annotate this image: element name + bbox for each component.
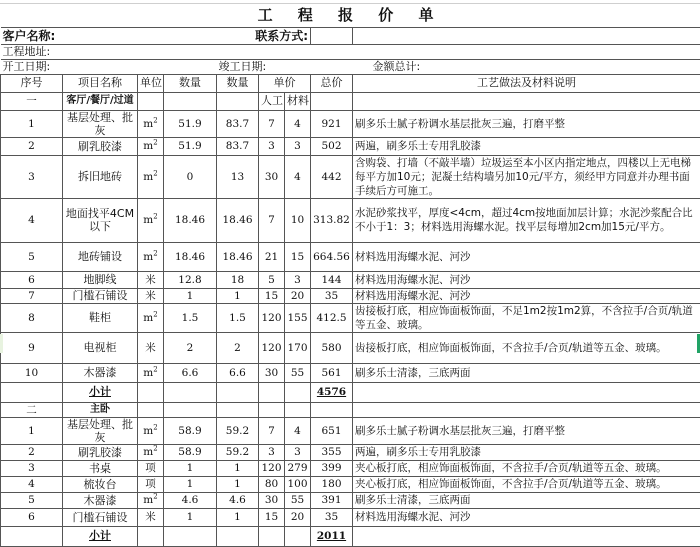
qty1-cell[interactable]: 1 xyxy=(164,476,217,492)
section-row xyxy=(1,402,700,417)
empty-cell[interactable] xyxy=(217,92,259,110)
item-name-cell[interactable]: 鞋柜 xyxy=(63,303,138,332)
labor-price-cell[interactable]: 15 xyxy=(259,288,285,303)
description-cell[interactable]: 刷多乐士腻子粉调水基层批灰三遍，打磨平整 xyxy=(353,417,700,444)
qty1-cell[interactable]: 4.6 xyxy=(164,492,217,508)
material-price-cell[interactable]: 279 xyxy=(285,460,311,476)
total-price-cell[interactable]: 35 xyxy=(311,508,353,526)
material-price-cell[interactable]: 15 xyxy=(285,242,311,271)
empty-cell[interactable] xyxy=(138,526,164,546)
qty1-cell[interactable]: 18.46 xyxy=(164,198,217,242)
end-date-label[interactable]: 竣工日期: xyxy=(217,59,353,74)
header-name: 项目名称 xyxy=(63,74,138,92)
subtotal-label[interactable]: 小计 xyxy=(63,526,138,546)
labor-price-cell[interactable]: 30 xyxy=(259,363,285,382)
material-price-cell[interactable]: 55 xyxy=(285,363,311,382)
empty-cell[interactable] xyxy=(259,402,285,417)
labor-price-cell[interactable]: 120 xyxy=(259,460,285,476)
subtotal-value[interactable]: 4576 xyxy=(311,382,353,402)
labor-price-cell[interactable]: 7 xyxy=(259,417,285,444)
unit-superscript: 2 xyxy=(153,116,157,124)
seq-cell[interactable]: 3 xyxy=(1,460,63,476)
table-row xyxy=(1,417,700,444)
item-name-cell[interactable]: 刷乳胶漆 xyxy=(63,137,138,155)
labor-price-cell[interactable]: 7 xyxy=(259,198,285,242)
table-row xyxy=(1,332,700,363)
unit-cell[interactable] xyxy=(138,476,164,492)
unit-text: m xyxy=(143,140,153,152)
total-amount-label[interactable]: 金额总计: xyxy=(353,59,700,74)
address-label[interactable]: 工程地址: xyxy=(1,44,700,59)
empty-cell[interactable] xyxy=(217,402,259,417)
description-cell[interactable]: 齿接板打底，相应饰面板饰面，不含拉手/合页/轨道等五金、玻璃。 xyxy=(353,332,700,363)
item-name-cell[interactable]: 地面找平4CM以下 xyxy=(63,198,138,242)
total-price-cell[interactable]: 502 xyxy=(311,137,353,155)
empty-cell[interactable] xyxy=(1,526,63,546)
description-cell[interactable]: 夹心板打底，相应饰面板饰面，不含拉手/合页/轨道等五金、玻璃。 xyxy=(353,476,700,492)
unit-cell[interactable] xyxy=(138,288,164,303)
unit-cell[interactable] xyxy=(138,363,164,382)
unit-cell[interactable] xyxy=(138,492,164,508)
unit-text: 米 xyxy=(145,274,156,286)
qty1-cell[interactable]: 0 xyxy=(164,155,217,198)
labor-price-cell[interactable]: 80 xyxy=(259,476,285,492)
qty2-cell[interactable]: 4.6 xyxy=(217,492,259,508)
subtotal-value[interactable]: 2011 xyxy=(311,526,353,546)
material-price-cell[interactable]: 3 xyxy=(285,444,311,460)
empty-cell[interactable] xyxy=(285,382,311,402)
unit-cell[interactable] xyxy=(138,460,164,476)
unit-text: 米 xyxy=(145,290,156,302)
unit-text: 项 xyxy=(145,462,156,474)
table-row xyxy=(1,303,700,332)
item-name-cell[interactable]: 木器漆 xyxy=(63,363,138,382)
item-name-cell[interactable]: 电视柜 xyxy=(63,332,138,363)
empty-cell[interactable] xyxy=(285,526,311,546)
unit-text: m xyxy=(143,446,153,458)
unit-superscript: 2 xyxy=(153,249,157,257)
labor-price-cell[interactable]: 3 xyxy=(259,444,285,460)
qty2-cell[interactable]: 83.7 xyxy=(217,110,259,137)
unit-cell[interactable] xyxy=(138,110,164,137)
description-cell[interactable]: 齿接板打底，相应饰面板饰面，不足1m2按1m2算，不含拉手/合页/轨道等五金、玻璃。 xyxy=(353,303,700,332)
header-material[interactable]: 材料 xyxy=(285,92,311,110)
qty2-cell[interactable]: 1.5 xyxy=(217,303,259,332)
empty-cell[interactable] xyxy=(311,92,353,110)
total-price-cell[interactable]: 651 xyxy=(311,417,353,444)
unit-cell[interactable] xyxy=(138,508,164,526)
table-row xyxy=(1,288,700,303)
empty-cell[interactable] xyxy=(285,402,311,417)
empty-cell[interactable] xyxy=(138,382,164,402)
total-price-cell[interactable]: 561 xyxy=(311,363,353,382)
empty-cell[interactable] xyxy=(353,526,700,546)
description-cell[interactable]: 夹心板打底，相应饰面板饰面，不含拉手/合页/轨道等五金、玻璃。 xyxy=(353,460,700,476)
unit-superscript: 2 xyxy=(153,423,157,431)
empty-cell[interactable] xyxy=(217,382,259,402)
qty2-cell[interactable]: 18.46 xyxy=(217,198,259,242)
labor-price-cell[interactable]: 120 xyxy=(259,332,285,363)
qty1-cell[interactable]: 18.46 xyxy=(164,242,217,271)
table-row xyxy=(1,508,700,526)
qty1-cell[interactable]: 12.8 xyxy=(164,271,217,288)
qty2-cell[interactable]: 18 xyxy=(217,271,259,288)
table-row xyxy=(1,476,700,492)
seq-cell[interactable]: 4 xyxy=(1,476,63,492)
qty1-cell[interactable]: 58.9 xyxy=(164,444,217,460)
material-price-cell[interactable]: 4 xyxy=(285,110,311,137)
section-seq[interactable]: 二 xyxy=(1,402,63,417)
unit-text: m xyxy=(143,312,153,324)
qty2-cell[interactable]: 18.46 xyxy=(217,242,259,271)
unit-text: m xyxy=(143,251,153,263)
item-name-cell[interactable]: 书桌 xyxy=(63,460,138,476)
table-row xyxy=(1,137,700,155)
table-row xyxy=(1,198,700,242)
unit-cell[interactable] xyxy=(138,198,164,242)
seq-cell[interactable]: 6 xyxy=(1,508,63,526)
material-price-cell[interactable]: 10 xyxy=(285,198,311,242)
empty-cell[interactable] xyxy=(353,382,700,402)
subtotal-label[interactable]: 小计 xyxy=(63,382,138,402)
qty2-cell[interactable]: 59.2 xyxy=(217,444,259,460)
header-qty2: 数量 xyxy=(217,74,259,92)
total-price-cell[interactable]: 313.82 xyxy=(311,198,353,242)
labor-price-cell[interactable]: 7 xyxy=(259,110,285,137)
unit-text: m xyxy=(143,425,153,437)
seq-cell[interactable]: 1 xyxy=(1,417,63,444)
material-price-cell[interactable]: 55 xyxy=(285,492,311,508)
unit-superscript: 2 xyxy=(153,213,157,221)
qty2-cell[interactable]: 13 xyxy=(217,155,259,198)
empty-cell[interactable] xyxy=(164,526,217,546)
table-row xyxy=(1,492,700,508)
header-labor[interactable]: 人工 xyxy=(259,92,285,110)
seq-cell[interactable]: 7 xyxy=(1,288,63,303)
unit-superscript: 2 xyxy=(153,139,157,147)
total-price-cell[interactable]: 35 xyxy=(311,288,353,303)
contact-extra-cell[interactable] xyxy=(353,27,700,44)
description-cell[interactable]: 两遍，刷多乐士专用乳胶漆 xyxy=(353,137,700,155)
qty2-cell[interactable]: 1 xyxy=(217,476,259,492)
total-price-cell[interactable]: 442 xyxy=(311,155,353,198)
description-cell[interactable]: 材料选用海螺水泥、河沙 xyxy=(353,271,700,288)
qty2-cell[interactable]: 2 xyxy=(217,332,259,363)
section-seq[interactable]: 一 xyxy=(1,92,63,110)
item-name-cell[interactable]: 地砖铺设 xyxy=(63,242,138,271)
unit-text: 项 xyxy=(145,478,156,490)
unit-superscript: 2 xyxy=(153,493,157,501)
unit-cell[interactable] xyxy=(138,303,164,332)
unit-text: 米 xyxy=(145,342,156,354)
seq-cell[interactable]: 5 xyxy=(1,242,63,271)
material-price-cell[interactable]: 100 xyxy=(285,476,311,492)
subtotal-row xyxy=(1,382,700,402)
total-price-cell[interactable]: 580 xyxy=(311,332,353,363)
unit-superscript: 2 xyxy=(153,445,157,453)
unit-superscript: 2 xyxy=(153,365,157,373)
qty1-cell[interactable]: 1 xyxy=(164,288,217,303)
material-price-cell[interactable]: 4 xyxy=(285,417,311,444)
seq-cell[interactable]: 3 xyxy=(1,155,63,198)
total-price-cell[interactable]: 144 xyxy=(311,271,353,288)
header-qty1: 数量 xyxy=(164,74,217,92)
qty1-cell[interactable]: 1 xyxy=(164,460,217,476)
empty-cell[interactable] xyxy=(138,402,164,417)
empty-cell[interactable] xyxy=(311,402,353,417)
subtotal-row xyxy=(1,526,700,546)
description-cell[interactable]: 材料选用海螺水泥、河沙 xyxy=(353,288,700,303)
description-cell[interactable]: 含购袋、打墙（不敲半墙）垃圾运至本小区内指定地点，四楼以上无电梯每平方加10元；泥凝土结构墙另加10元/平方，须经甲方同意并办理书面手续后方可施工。 xyxy=(353,155,700,198)
section-name[interactable]: 主卧 xyxy=(63,402,138,417)
section-name[interactable]: 客厅/餐厅/过道 xyxy=(63,92,138,110)
seq-cell[interactable]: 8 xyxy=(1,303,63,332)
labor-price-cell[interactable]: 120 xyxy=(259,303,285,332)
unit-superscript: 2 xyxy=(153,310,157,318)
table-row xyxy=(1,460,700,476)
seq-cell[interactable]: 9 xyxy=(1,332,63,363)
qty2-cell[interactable]: 1 xyxy=(217,288,259,303)
qty2-cell[interactable]: 59.2 xyxy=(217,417,259,444)
labor-price-cell[interactable]: 15 xyxy=(259,508,285,526)
item-name-cell[interactable]: 拆旧地砖 xyxy=(63,155,138,198)
material-price-cell[interactable]: 4 xyxy=(285,155,311,198)
qty1-cell[interactable]: 6.6 xyxy=(164,363,217,382)
labor-price-cell[interactable]: 30 xyxy=(259,155,285,198)
header-seq: 序号 xyxy=(1,74,63,92)
empty-cell[interactable] xyxy=(164,92,217,110)
contact-label[interactable]: 联系方式: xyxy=(217,27,311,44)
table-row xyxy=(1,271,700,288)
description-cell[interactable]: 刷多乐士清漆，三底两面 xyxy=(353,492,700,508)
empty-cell[interactable] xyxy=(164,402,217,417)
item-name-cell[interactable]: 基层处理、批灰 xyxy=(63,110,138,137)
empty-cell[interactable] xyxy=(164,382,217,402)
header-unit-price: 单价 xyxy=(259,74,311,92)
qty2-cell[interactable]: 1 xyxy=(217,460,259,476)
item-name-cell[interactable]: 门槛石铺设 xyxy=(63,288,138,303)
material-price-cell[interactable]: 170 xyxy=(285,332,311,363)
total-price-cell[interactable]: 180 xyxy=(311,476,353,492)
material-price-cell[interactable]: 3 xyxy=(285,137,311,155)
labor-price-cell[interactable]: 5 xyxy=(259,271,285,288)
description-cell[interactable]: 材料选用海螺水泥、河沙 xyxy=(353,242,700,271)
seq-cell[interactable]: 5 xyxy=(1,492,63,508)
material-price-cell[interactable]: 20 xyxy=(285,508,311,526)
table-row xyxy=(1,444,700,460)
qty2-cell[interactable]: 83.7 xyxy=(217,137,259,155)
labor-price-cell[interactable]: 30 xyxy=(259,492,285,508)
seq-cell[interactable]: 2 xyxy=(1,137,63,155)
total-price-cell[interactable]: 391 xyxy=(311,492,353,508)
seq-cell[interactable]: 10 xyxy=(1,363,63,382)
seq-cell[interactable]: 2 xyxy=(1,444,63,460)
table-row xyxy=(1,242,700,271)
unit-cell[interactable] xyxy=(138,242,164,271)
empty-cell[interactable] xyxy=(259,526,285,546)
total-price-cell[interactable]: 412.5 xyxy=(311,303,353,332)
table-row xyxy=(1,155,700,198)
table-row xyxy=(1,110,700,137)
page-title: 工 程 报 价 单 xyxy=(1,4,700,27)
material-price-cell[interactable]: 155 xyxy=(285,303,311,332)
empty-cell[interactable] xyxy=(1,382,63,402)
table-row xyxy=(1,363,700,382)
item-name-cell[interactable]: 梳妆台 xyxy=(63,476,138,492)
unit-text: m xyxy=(143,494,153,506)
material-price-cell[interactable]: 20 xyxy=(285,288,311,303)
description-cell[interactable]: 刷多乐士腻子粉调水基层批灰三遍，打磨平整 xyxy=(353,110,700,137)
unit-cell[interactable] xyxy=(138,137,164,155)
qty1-cell[interactable]: 51.9 xyxy=(164,137,217,155)
qty2-cell[interactable]: 1 xyxy=(217,508,259,526)
unit-cell[interactable] xyxy=(138,155,164,198)
empty-cell[interactable] xyxy=(353,92,700,110)
item-name-cell[interactable]: 木器漆 xyxy=(63,492,138,508)
unit-text: 米 xyxy=(145,511,156,523)
contact-value-cell[interactable] xyxy=(311,27,353,44)
unit-superscript: 2 xyxy=(153,169,157,177)
unit-cell[interactable] xyxy=(138,332,164,363)
section-row xyxy=(1,92,700,110)
description-cell[interactable]: 材料选用海螺水泥、河沙 xyxy=(353,508,700,526)
description-cell[interactable]: 刷多乐士清漆，三底两面 xyxy=(353,363,700,382)
quotation-table xyxy=(0,4,700,547)
seq-cell[interactable]: 4 xyxy=(1,198,63,242)
total-price-cell[interactable]: 399 xyxy=(311,460,353,476)
qty1-cell[interactable]: 1.5 xyxy=(164,303,217,332)
unit-cell[interactable] xyxy=(138,271,164,288)
customer-name-label[interactable]: 客户名称: xyxy=(1,27,217,44)
empty-cell[interactable] xyxy=(217,526,259,546)
seq-cell[interactable]: 1 xyxy=(1,110,63,137)
item-name-cell[interactable]: 门槛石铺设 xyxy=(63,508,138,526)
total-price-cell[interactable]: 355 xyxy=(311,444,353,460)
qty1-cell[interactable]: 51.9 xyxy=(164,110,217,137)
total-price-cell[interactable]: 664.56 xyxy=(311,242,353,271)
description-cell[interactable]: 水泥砂浆找平，厚度<4cm，超过4cm按地面加层计算；水泥沙浆配合比不小于1：3；材料选用海螺水泥。找平层每增加2cm加15元/平方。 xyxy=(353,198,700,242)
empty-cell[interactable] xyxy=(138,92,164,110)
unit-cell[interactable] xyxy=(138,417,164,444)
header-unit: 单位 xyxy=(138,74,164,92)
description-cell[interactable]: 两遍，刷多乐士专用乳胶漆 xyxy=(353,444,700,460)
empty-cell[interactable] xyxy=(353,402,700,417)
qty2-cell[interactable]: 6.6 xyxy=(217,363,259,382)
seq-cell[interactable]: 6 xyxy=(1,271,63,288)
unit-text: m xyxy=(143,214,153,226)
unit-text: m xyxy=(143,171,153,183)
labor-price-cell[interactable]: 3 xyxy=(259,137,285,155)
row-highlight xyxy=(0,334,3,353)
labor-price-cell[interactable]: 21 xyxy=(259,242,285,271)
item-name-cell[interactable]: 地脚线 xyxy=(63,271,138,288)
header-description: 工艺做法及材料说明 xyxy=(353,74,700,92)
empty-cell[interactable] xyxy=(259,382,285,402)
unit-text: m xyxy=(143,367,153,379)
unit-text: m xyxy=(143,118,153,130)
unit-cell[interactable] xyxy=(138,444,164,460)
start-date-label[interactable]: 开工日期: xyxy=(1,59,217,74)
header-total: 总价 xyxy=(311,74,353,92)
material-price-cell[interactable]: 3 xyxy=(285,271,311,288)
item-name-cell[interactable]: 基层处理、批灰 xyxy=(63,417,138,444)
item-name-cell[interactable]: 刷乳胶漆 xyxy=(63,444,138,460)
total-price-cell[interactable]: 921 xyxy=(311,110,353,137)
qty1-cell[interactable]: 2 xyxy=(164,332,217,363)
qty1-cell[interactable]: 58.9 xyxy=(164,417,217,444)
qty1-cell[interactable]: 1 xyxy=(164,508,217,526)
